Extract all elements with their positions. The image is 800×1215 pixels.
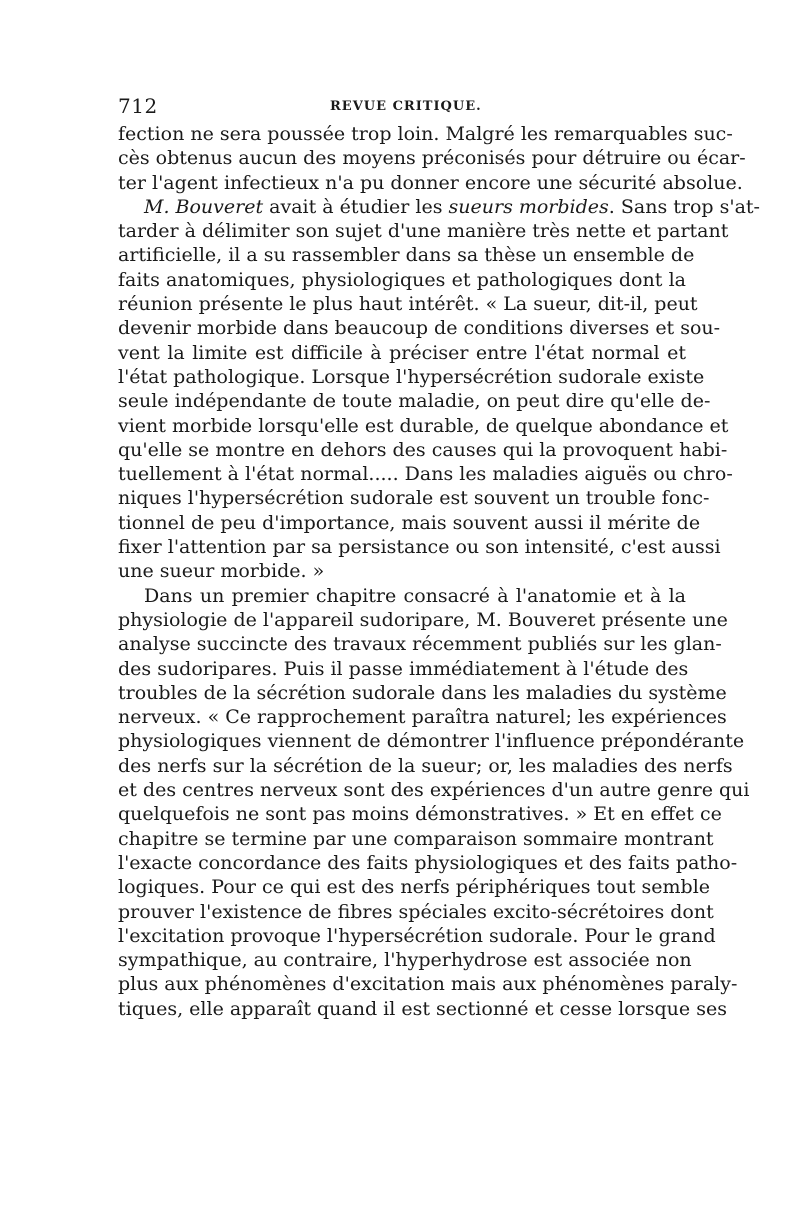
text-line: cès obtenus aucun des moyens préconisés pour détruire ou écar- [118, 147, 746, 170]
text-line: artificielle, il a su rassembler dans sa thèse un ensemble de [118, 244, 695, 267]
text-line: une sueur morbide. » [118, 560, 325, 583]
text-line: faits anatomiques, physiologiques et pathologiques dont la [118, 268, 686, 291]
page-header [118, 92, 686, 122]
text-line: logiques. Pour ce qui est des nerfs périphériques tout semble [118, 876, 711, 899]
page [118, 92, 760, 1021]
text-line: prouver l'existence de fibres spéciales excito-sécrétoires dont [118, 900, 714, 923]
text-line: fixer l'attention par sa persistance ou son intensité, c'est aussi [118, 536, 721, 559]
text-line: quelquefois ne sont pas moins démonstratives. » Et en effet ce [118, 803, 722, 826]
text-line: plus aux phénomènes d'excitation mais aux phénomènes paraly- [118, 973, 738, 996]
text-line: physiologie de l'appareil sudoripare, M. Bouveret présente une [118, 608, 728, 631]
text-fragment: avait à étudier les [263, 195, 449, 218]
text-line: tuellement à l'état normal..... Dans les maladies aiguës ou chro- [118, 463, 733, 486]
text-line: analyse succincte des travaux récemment publiés sur les glan- [118, 633, 722, 656]
text-fragment: . Sans trop s'at- [608, 195, 760, 218]
text-line: réunion présente le plus haut intérêt. « La sueur, dit-il, peut [118, 293, 698, 316]
text-line: l'exacte concordance des faits physiologiques et des faits patho- [118, 851, 738, 874]
page-number: 712 [118, 94, 158, 118]
text-line [118, 195, 760, 219]
text-line: et des centres nerveux sont des expériences d'un autre genre qui [118, 779, 750, 802]
paragraph-2 [118, 195, 760, 584]
subject-term: sueurs morbides [448, 195, 609, 218]
text-line: tarder à délimiter son sujet d'une manière très nette et partant [118, 220, 729, 243]
text-line: vent la limite est difficile à préciser entre l'état normal et [118, 341, 686, 364]
text-line: Dans un premier chapitre consacré à l'anatomie et à la [144, 584, 686, 607]
text-line: physiologiques viennent de démontrer l'influence prépondérante [118, 730, 745, 753]
text-line: vient morbide lorsqu'elle est durable, de quelque abondance et [118, 414, 729, 437]
text-line: tionnel de peu d'importance, mais souvent aussi il mérite de [118, 511, 701, 534]
text-line: sympathique, au contraire, l'hyperhydrose est associée non [118, 949, 692, 972]
running-title: REVUE CRITIQUE. [330, 99, 482, 114]
text-line: nerveux. « Ce rapprochement paraîtra naturel; les expériences [118, 706, 727, 729]
text-line: l'excitation provoque l'hypersécrétion sudorale. Pour le grand [118, 924, 716, 947]
author-name: M. Bouveret [144, 195, 264, 218]
text-line: seule indépendante de toute maladie, on peut dire qu'elle de- [118, 390, 711, 413]
paragraph-3 [118, 584, 750, 1021]
text-line: des nerfs sur la sécrétion de la sueur; or, les maladies des nerfs [118, 754, 733, 777]
text-line: des sudoripares. Puis il passe immédiatement à l'étude des [118, 657, 689, 680]
text-line: tiques, elle apparaît quand il est sectionné et cesse lorsque ses [118, 997, 727, 1020]
text-line: devenir morbide dans beaucoup de conditions diverses et sou- [118, 317, 721, 340]
body-text [118, 122, 760, 1021]
text-line: l'état pathologique. Lorsque l'hypersécrétion sudorale existe [118, 365, 705, 388]
text-line: troubles de la sécrétion sudorale dans les maladies du système [118, 681, 727, 704]
text-line: chapitre se termine par une comparaison sommaire montrant [118, 827, 714, 850]
paragraph-1 [118, 122, 746, 195]
text-line: ter l'agent infectieux n'a pu donner encore une sécurité absolue. [118, 171, 743, 194]
text-line: fection ne sera poussée trop loin. Malgré les remarquables suc- [118, 123, 733, 145]
text-line: qu'elle se montre en dehors des causes qui la provoquent habi- [118, 438, 728, 461]
text-line: niques l'hypersécrétion sudorale est souvent un trouble fonc- [118, 487, 710, 510]
